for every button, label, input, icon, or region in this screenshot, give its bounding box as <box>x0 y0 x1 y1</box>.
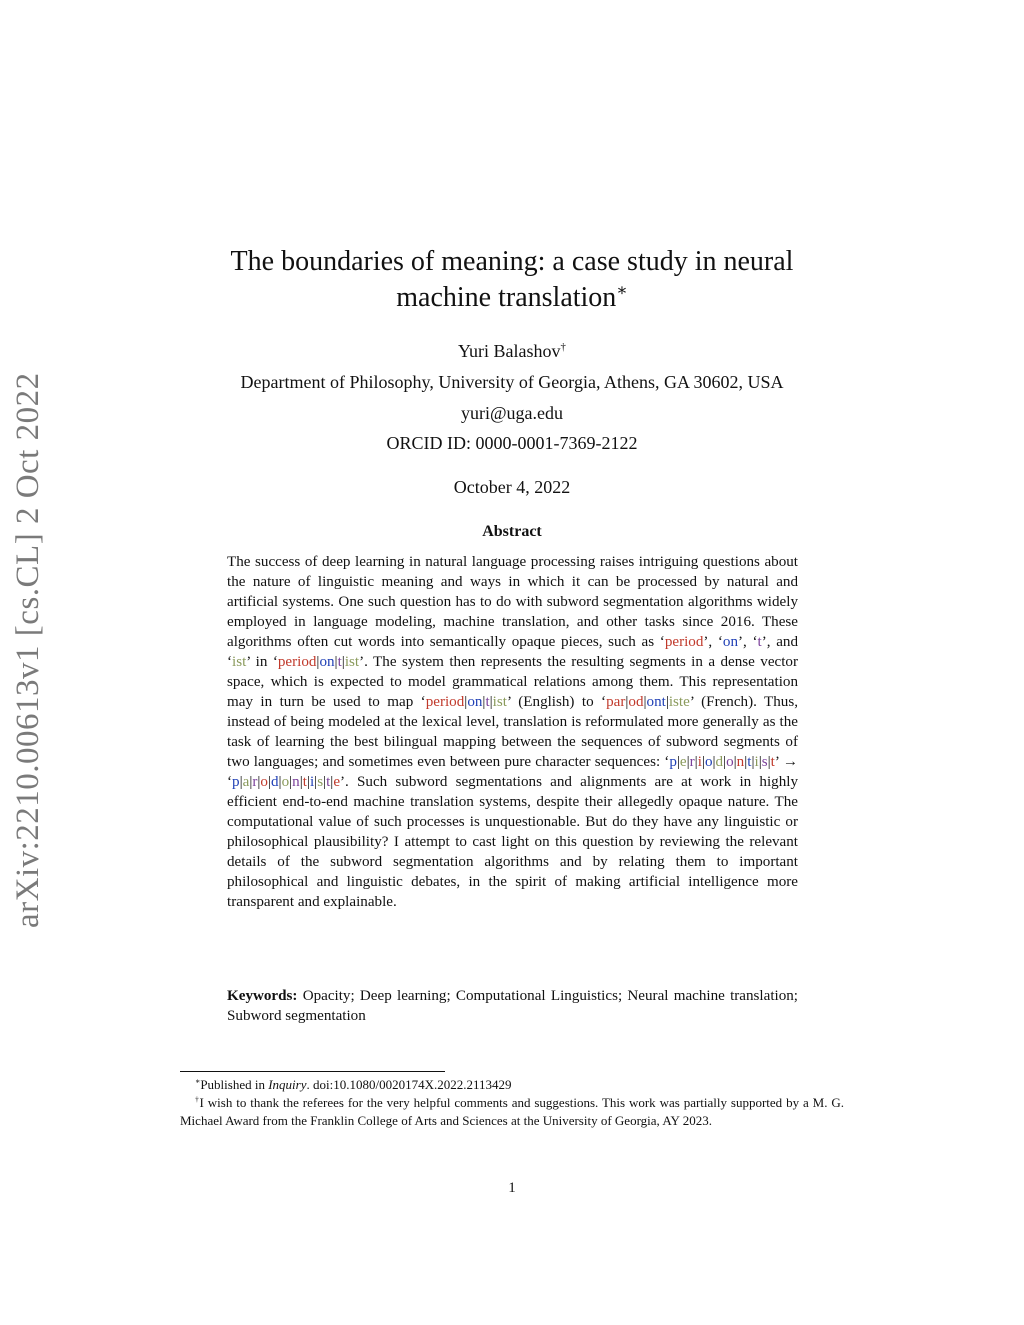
abstract-text: ’, ‘ <box>738 634 758 650</box>
segment-on: on <box>467 694 483 710</box>
abstract-text: ’. The system then represents the resulting segments in a dense vector space, which is expected to model grammatical relations among them. This representation may in turn be used to map ‘ <box>227 654 798 710</box>
segment-separator: | <box>744 754 748 770</box>
segment-separator: | <box>723 754 727 770</box>
segment-separator: | <box>751 754 755 770</box>
segment-separator: | <box>267 774 271 790</box>
title-footnote-mark: ∗ <box>616 280 628 300</box>
segment-period: period <box>277 654 317 670</box>
segment-separator: | <box>314 774 318 790</box>
segment-on: on <box>722 634 738 650</box>
character-segment: n <box>292 774 300 790</box>
character-segment: i <box>697 754 702 770</box>
segment-par: par <box>606 694 626 710</box>
segment-t: t <box>337 654 342 670</box>
segment-separator: | <box>712 754 716 770</box>
character-segment: i <box>309 774 315 790</box>
segment-separator: | <box>289 774 293 790</box>
abstract-text: ’, and ‘ <box>227 634 798 670</box>
segment-separator: | <box>733 754 737 770</box>
orcid-id: ORCID ID: 0000-0001-7369-2122 <box>386 433 638 453</box>
segment-separator: | <box>758 754 762 770</box>
footnote-text: Published in <box>200 1077 269 1092</box>
abstract-text: ’, ‘ <box>703 634 723 650</box>
segment-separator: | <box>257 774 261 790</box>
footnote-mark-2: † <box>195 1094 200 1104</box>
abstract-text: ’ in ‘ <box>246 654 278 670</box>
footnote-published <box>180 1076 844 1094</box>
segment-separator: | <box>306 774 310 790</box>
character-segment: e <box>333 774 341 790</box>
affiliation: Department of Philosophy, University of Georgia, Athens, GA 30602, USA <box>240 372 784 392</box>
segment-separator: | <box>701 754 705 770</box>
segment-separator: | <box>239 774 243 790</box>
title-line-2 <box>150 280 874 316</box>
author-name: Yuri Balashov <box>458 341 561 361</box>
abstract-heading: Abstract <box>482 523 542 540</box>
paper-title <box>150 244 874 316</box>
abstract-body <box>227 552 798 912</box>
segment-period: period <box>425 694 465 710</box>
segment-ont: ont <box>646 694 666 710</box>
abstract-text: ’ (French). Thus, instead of being modeled at the lexical level, translation is reformulated more generally as the task of learning the best bilingual mapping between the sequences of subword segments of two languages; and sometimes even between pure character sequences: ‘ <box>227 694 799 770</box>
segment-ist: ist <box>344 654 360 670</box>
keywords <box>227 986 798 1026</box>
segment-iste: iste <box>668 694 690 710</box>
segment-separator: | <box>643 694 647 710</box>
character-segment: o <box>704 754 713 770</box>
segment-separator: | <box>341 654 345 670</box>
author-footnote-mark: † <box>560 341 566 353</box>
segment-separator: | <box>316 654 320 670</box>
title-line-2-text: machine translation <box>396 282 617 313</box>
segment-separator: | <box>323 774 327 790</box>
character-segment: t <box>747 754 752 770</box>
footnotes <box>180 1076 844 1130</box>
segment-separator: | <box>489 694 493 710</box>
character-segment: t <box>770 754 775 770</box>
segment-separator: | <box>278 774 282 790</box>
segment-on: on <box>319 654 335 670</box>
footnote-doi: . doi:10.1080/0020174X.2022.2113429 <box>306 1077 512 1092</box>
character-segment: i <box>754 754 759 770</box>
abstract-text: ’ (English) to ‘ <box>506 694 607 710</box>
segment-separator: | <box>482 694 486 710</box>
segment-separator: | <box>299 774 303 790</box>
character-segment: n <box>736 754 745 770</box>
segment-separator: | <box>694 754 698 770</box>
character-segment: s <box>761 754 768 770</box>
abstract-text: The success of deep learning in natural language processing raises intriguing questions about the nature of linguistic meaning and ways in which it can be processed by natural and artificial systems. One such question has to do with subword segmentation algorithms widely employed in language modeling, machine translation, and other tasks since 2016. These algorithms often cut words into semantically opaque pieces, such as ‘ <box>227 554 798 650</box>
keywords-text: Opacity; Deep learning; Computational Linguistics; Neural machine translation; Subword segmentation <box>227 988 798 1024</box>
segment-separator: | <box>330 774 334 790</box>
segment-separator: | <box>665 694 669 710</box>
character-segment: o <box>281 774 290 790</box>
character-segmentation-english <box>669 754 775 770</box>
character-segment: p <box>232 774 240 790</box>
segment-separator: | <box>625 694 629 710</box>
segment-od: od <box>628 694 644 710</box>
segment-separator: | <box>676 754 680 770</box>
segment-separator: | <box>464 694 468 710</box>
character-segment: o <box>260 774 268 790</box>
character-segment: t <box>302 774 307 790</box>
abstract-text: ’ → ‘ <box>227 754 798 790</box>
segment-ist: ist <box>232 654 247 670</box>
footnote-mark-1: ∗ <box>195 1076 201 1086</box>
character-segment: r <box>252 774 258 790</box>
publication-date: October 4, 2022 <box>453 477 571 497</box>
segment-separator: | <box>686 754 690 770</box>
segment-separator: | <box>249 774 253 790</box>
segment-t: t <box>757 634 762 650</box>
keywords-label: Keywords: <box>227 988 298 1004</box>
segment-ist: ist <box>492 694 507 710</box>
character-segment: e <box>679 754 687 770</box>
title-line-1: The boundaries of meaning: a case study in neural <box>230 246 794 277</box>
abstract-text: ’. Such subword segmentations and alignments are at work in highly efficient end-to-end machine translation systems, despite their allegedly opaque nature. The computational value of such processes is unquestionable. But do they have any linguistic or philosophical plausibility? I attempt to cast light on this question by reviewing the relevant details of the subword segmentation algorithms and by relating them to important philosophical and linguistic debates, in the spirit of making artificial intelligence more transparent and explainable. <box>227 774 798 910</box>
character-segment: p <box>669 754 677 770</box>
character-segmentation-french <box>232 774 340 790</box>
journal-name: Inquiry <box>268 1077 307 1092</box>
character-segment: r <box>689 754 695 770</box>
segment-period: period <box>664 634 704 650</box>
character-segment: s <box>317 774 324 790</box>
footnote-acknowledgements <box>180 1094 844 1130</box>
segment-separator: | <box>334 654 338 670</box>
character-segment: o <box>726 754 734 770</box>
character-segment: d <box>270 774 279 790</box>
segment-t: t <box>485 694 490 710</box>
footnote-divider <box>180 1071 445 1072</box>
page-number: 1 <box>508 1180 516 1196</box>
segment-separator: | <box>767 754 771 770</box>
author-line <box>100 341 924 362</box>
arxiv-stamp: arXiv:2210.00613v1 [cs.CL] 2 Oct 2022 <box>10 372 46 928</box>
footnote-text: I wish to thank the referees for the very helpful comments and suggestions. This work was partially supported by a M. G. Michael Award from the Franklin College of Arts and Sciences at the University of Georgia, AY 2023. <box>180 1095 844 1128</box>
character-segment: t <box>326 774 331 790</box>
character-segment: a <box>242 774 250 790</box>
author-email: yuri@uga.edu <box>460 403 564 423</box>
character-segment: d <box>715 754 724 770</box>
